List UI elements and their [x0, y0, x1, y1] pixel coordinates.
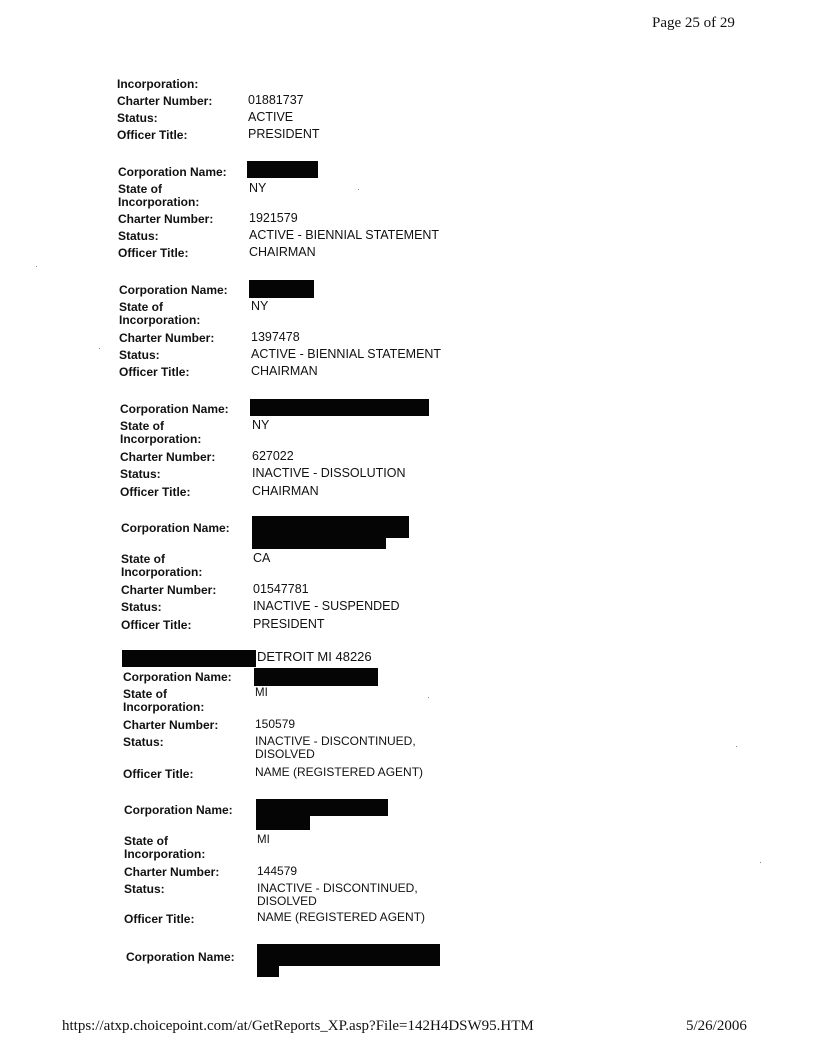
officer-title-label: Officer Title: — [120, 485, 191, 499]
officer-title-label: Officer Title: — [117, 128, 188, 142]
corporation-name-label: Corporation Name: — [120, 402, 229, 416]
status-label: Status: — [118, 229, 159, 243]
footer-date: 5/26/2006 — [686, 1018, 747, 1034]
officer-title-value: CHAIRMAN — [249, 245, 316, 259]
incorporation-label: Incorporation: — [117, 77, 199, 91]
state-of-label: State of — [119, 300, 164, 314]
state-value: NY — [252, 418, 270, 432]
status-value-line2: DISOLVED — [257, 894, 317, 908]
officer-title-value: CHAIRMAN — [251, 364, 318, 378]
charter-number-value: 150579 — [255, 717, 296, 731]
charter-number-label: Charter Number: — [120, 450, 216, 464]
charter-number-label: Charter Number: — [123, 718, 219, 732]
corporation-name-label: Corporation Name: — [121, 521, 230, 535]
redaction-block — [250, 399, 429, 416]
redaction-block — [257, 944, 440, 966]
redaction-block — [122, 650, 256, 667]
officer-title-label: Officer Title: — [118, 246, 189, 260]
officer-title-label: Officer Title: — [119, 365, 190, 379]
charter-number-value: 627022 — [252, 449, 294, 463]
charter-number-value: 01547781 — [253, 582, 309, 596]
scan-speck — [760, 862, 761, 863]
corporation-name-label: Corporation Name: — [124, 803, 233, 817]
status-label: Status: — [124, 882, 165, 896]
charter-number-label: Charter Number: — [124, 865, 220, 879]
state-of-label: State of — [120, 419, 165, 433]
incorporation-label: Incorporation: — [120, 432, 202, 446]
state-of-label: State of — [121, 552, 166, 566]
officer-title-label: Officer Title: — [123, 767, 194, 781]
corporation-name-label: Corporation Name: — [123, 670, 232, 684]
state-value: NY — [251, 299, 269, 313]
status-value: INACTIVE - SUSPENDED — [253, 599, 400, 613]
redaction-block — [252, 537, 386, 549]
state-value: MI — [255, 687, 268, 699]
officer-title-value: PRESIDENT — [253, 617, 325, 631]
footer-url: https://atxp.choicepoint.com/at/GetReports_XP.asp?File=142H4DSW95.HTM — [62, 1018, 534, 1034]
scan-speck — [736, 746, 737, 747]
state-of-label: State of — [118, 182, 163, 196]
scan-speck — [36, 266, 37, 267]
charter-number-value: 144579 — [257, 864, 298, 878]
charter-number-value: 1921579 — [249, 211, 298, 225]
status-value: ACTIVE - BIENNIAL STATEMENT — [249, 228, 440, 242]
state-value: MI — [257, 834, 270, 846]
incorporation-label: Incorporation: — [124, 847, 206, 861]
status-label: Status: — [120, 467, 161, 481]
status-label: Status: — [123, 735, 164, 749]
status-value-line1: INACTIVE - DISCONTINUED, — [255, 734, 416, 748]
scan-speck — [358, 189, 359, 190]
incorporation-label: Incorporation: — [121, 565, 203, 579]
charter-number-label: Charter Number: — [118, 212, 214, 226]
redaction-block — [257, 965, 279, 977]
incorporation-label: Incorporation: — [123, 700, 205, 714]
redaction-block — [249, 280, 314, 298]
state-of-label: State of — [123, 687, 168, 701]
status-value: ACTIVE — [248, 110, 294, 124]
state-value: CA — [253, 551, 271, 565]
redaction-block — [254, 668, 378, 686]
corporation-name-label: Corporation Name: — [118, 165, 227, 179]
officer-title-value: PRESIDENT — [248, 127, 320, 141]
page-number: Page 25 of 29 — [652, 15, 735, 31]
scan-speck — [428, 697, 429, 698]
status-value: INACTIVE - DISSOLUTION — [252, 466, 406, 480]
charter-number-value: 1397478 — [251, 330, 300, 344]
charter-number-label: Charter Number: — [119, 331, 215, 345]
corporation-name-label: Corporation Name: — [119, 283, 228, 297]
status-value-line1: INACTIVE - DISCONTINUED, — [257, 881, 418, 895]
officer-title-value: NAME (REGISTERED AGENT) — [255, 765, 424, 779]
redaction-block — [256, 799, 388, 816]
status-value: ACTIVE - BIENNIAL STATEMENT — [251, 347, 442, 361]
status-value-line2: DISOLVED — [255, 747, 315, 761]
redaction-block — [256, 815, 310, 830]
scan-speck — [99, 348, 100, 349]
officer-title-label: Officer Title: — [124, 912, 195, 926]
incorporation-label: Incorporation: — [118, 195, 200, 209]
status-label: Status: — [119, 348, 160, 362]
state-of-label: State of — [124, 834, 169, 848]
officer-title-value: CHAIRMAN — [252, 484, 319, 498]
officer-title-value: NAME (REGISTERED AGENT) — [257, 910, 426, 924]
officer-title-label: Officer Title: — [121, 618, 192, 632]
redaction-block — [252, 516, 409, 538]
state-value: NY — [249, 181, 267, 195]
status-label: Status: — [121, 600, 162, 614]
incorporation-label: Incorporation: — [119, 313, 201, 327]
charter-number-label: Charter Number: — [117, 94, 213, 108]
charter-number-value: 01881737 — [248, 93, 304, 107]
charter-number-label: Charter Number: — [121, 583, 217, 597]
address-value: DETROIT MI 48226 — [257, 649, 372, 664]
redaction-block — [247, 161, 318, 178]
corporation-name-label: Corporation Name: — [126, 950, 235, 964]
status-label: Status: — [117, 111, 158, 125]
